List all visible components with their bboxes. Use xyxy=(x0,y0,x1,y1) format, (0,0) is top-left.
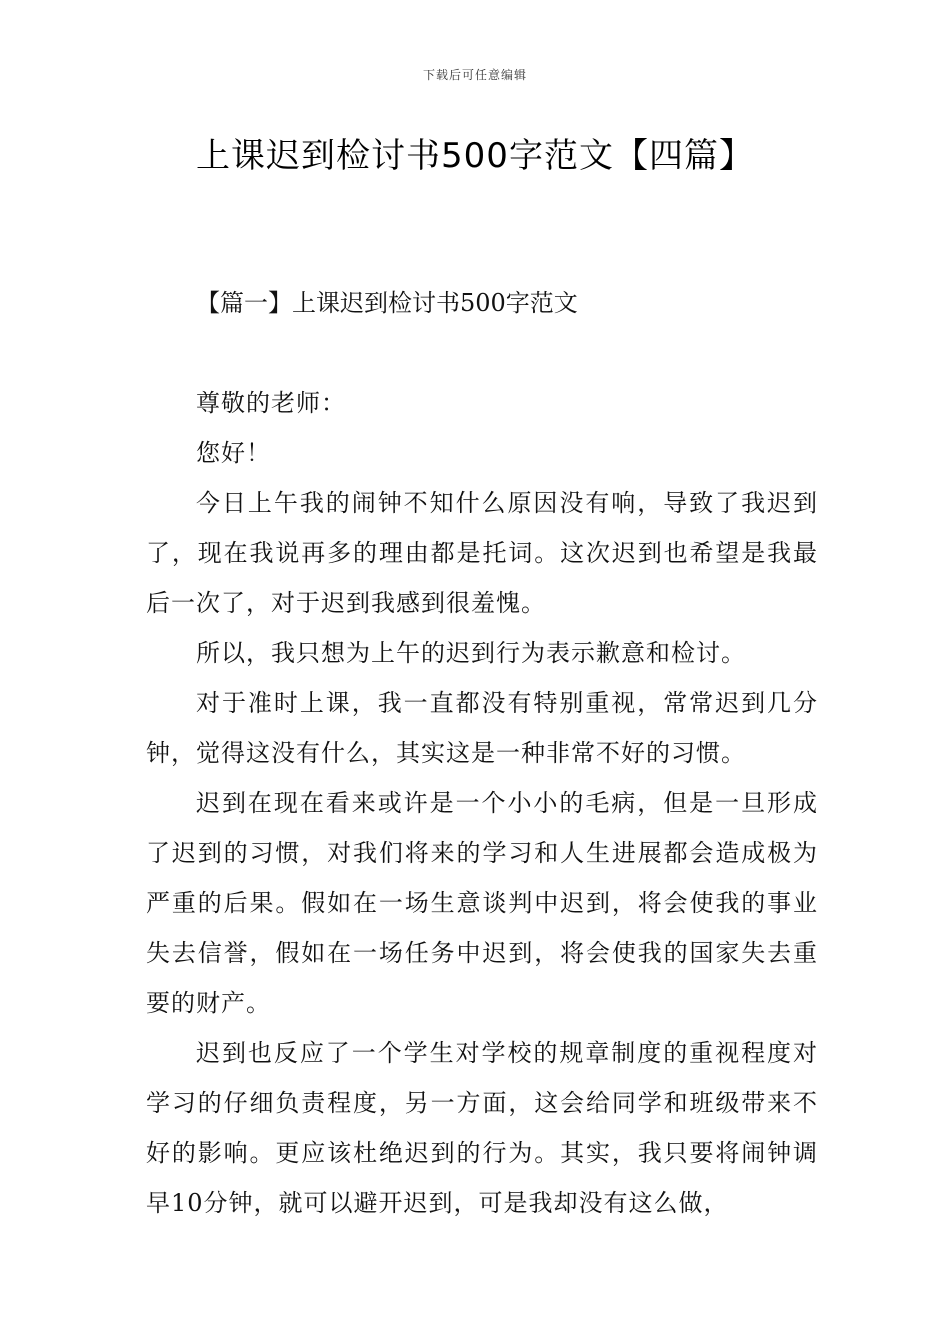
salutation: 尊敬的老师： xyxy=(196,389,346,417)
paragraph: 对于准时上课，我一直都没有特别重视，常常迟到几分钟，觉得这没有什么，其实这是一种非常不好的习惯。 xyxy=(146,689,818,767)
paragraph: 迟到也反应了一个学生对学校的规章制度的重视程度对学习的仔细负责程度，另一方面，这会给同学和班级带来不好的影响。更应该杜绝迟到的行为。其实，我只要将闹钟调早10分钟，就可以避开迟到，可是我却没有这么做， xyxy=(146,1039,818,1217)
paragraph: 今日上午我的闹钟不知什么原因没有响，导致了我迟到了，现在我说再多的理由都是托词。这次迟到也希望是我最后一次了，对于迟到我感到很羞愧。 xyxy=(146,489,818,617)
section-heading: 【篇一】上课迟到检讨书500字范文 xyxy=(196,289,578,317)
greeting: 您好！ xyxy=(196,439,271,467)
document-title: 上课迟到检讨书500字范文【四篇】 xyxy=(196,136,754,176)
header-note: 下载后可任意编辑 xyxy=(422,68,527,82)
paragraph: 迟到在现在看来或许是一个小小的毛病，但是一旦形成了迟到的习惯，对我们将来的学习和人生进展都会造成极为严重的后果。假如在一场生意谈判中迟到，将会使我的事业失去信誉，假如在一场任务中迟到，将会使我的国家失去重要的财产。 xyxy=(146,789,818,1017)
paragraph: 所以，我只想为上午的迟到行为表示歉意和检讨。 xyxy=(196,639,746,667)
body-text xyxy=(146,378,818,1228)
